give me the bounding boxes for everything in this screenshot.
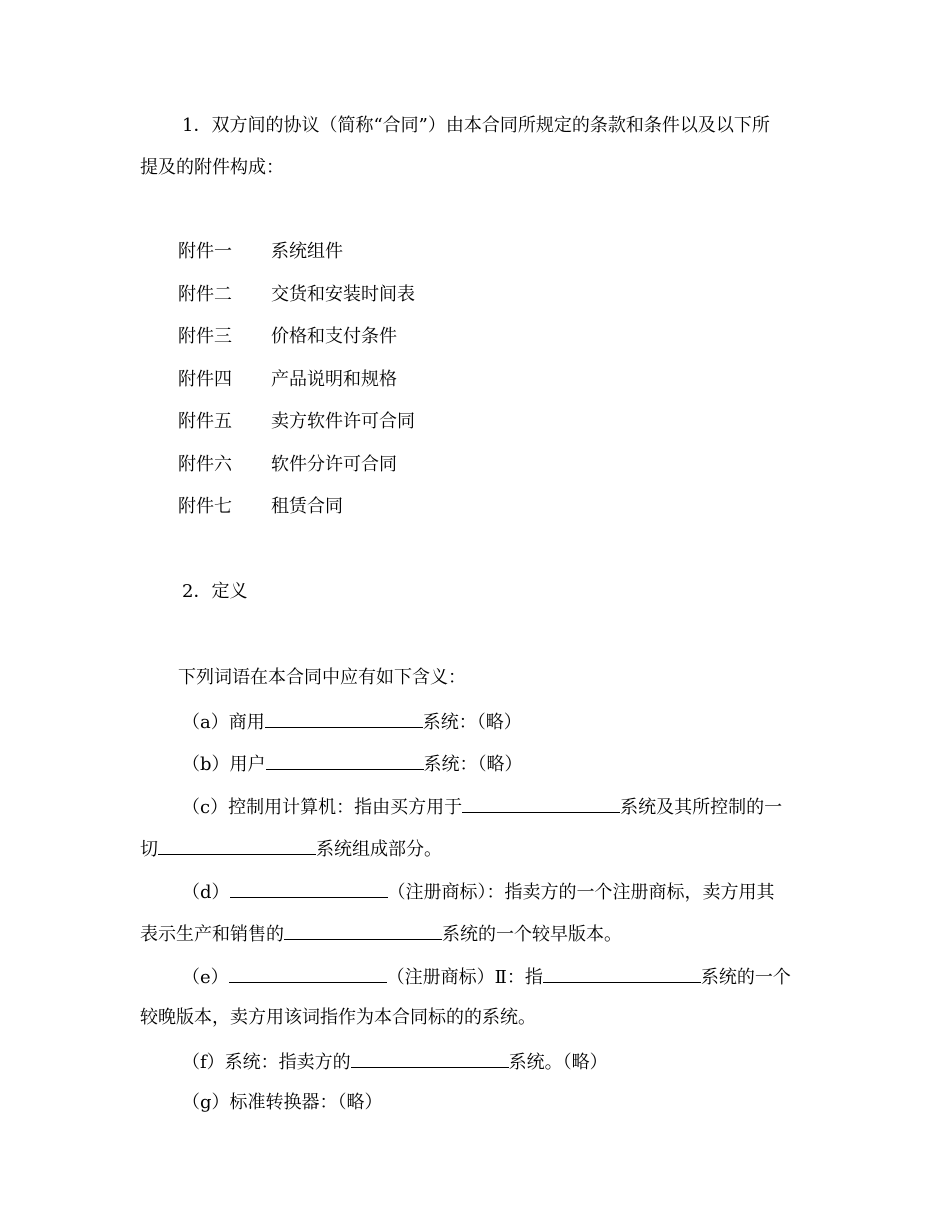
attachment-title: 卖方软件许可合同 [271, 411, 415, 432]
definition-e-prefix: （e） [182, 967, 229, 988]
definition-c-line2-prefix: 切 [140, 839, 158, 860]
attachment-title: 软件分许可合同 [271, 454, 397, 475]
definition-b [182, 750, 523, 777]
definition-b-prefix: （b）用户 [182, 754, 266, 775]
definition-c-line-1 [182, 793, 782, 820]
definition-d-line-1 [182, 878, 775, 905]
definition-d-line-2 [140, 920, 622, 947]
fill-in-blank [266, 750, 424, 770]
attachment-number: 附件一 [178, 241, 232, 262]
attachment-title: 价格和支付条件 [271, 326, 397, 347]
clause-1-line-1: 1．双方间的协议（简称“合同”）由本合同所规定的条款和条件以及以下所 [182, 115, 770, 136]
definition-d-suffix: （注册商标）：指卖方的一个注册商标，卖方用其 [387, 882, 775, 903]
clause-2-intro: 下列词语在本合同中应有如下含义： [178, 667, 466, 688]
fill-in-blank [230, 878, 388, 898]
definition-f-prefix: （f）系统：指卖方的 [182, 1052, 351, 1073]
definition-d-line2-suffix: 系统的一个较早版本。 [442, 924, 622, 945]
definition-f-suffix: 系统。（略） [508, 1052, 608, 1073]
attachment-number: 附件三 [178, 326, 232, 347]
definition-c-prefix: （c）控制用计算机：指由买方用于 [182, 797, 463, 818]
definition-e-line-2: 较晚版本，卖方用该词指作为本合同标的的系统。 [140, 1007, 536, 1028]
fill-in-blank [284, 920, 442, 940]
definition-d-prefix: （d） [182, 882, 230, 903]
definition-d-line2-prefix: 表示生产和销售的 [140, 924, 284, 945]
definition-a-prefix: （a）商用 [182, 712, 265, 733]
fill-in-blank [351, 1048, 509, 1068]
definition-e-middle: （注册商标）Ⅱ：指 [386, 967, 543, 988]
fill-in-blank [462, 793, 620, 813]
definition-a [182, 708, 522, 735]
attachment-number: 附件五 [178, 411, 232, 432]
definition-g: （g）标准转换器：（略） [182, 1092, 383, 1113]
definition-f [182, 1048, 608, 1075]
definition-e-line-1 [182, 963, 791, 990]
clause-2-heading: 2．定义 [182, 581, 248, 602]
definition-c-line-2 [140, 835, 442, 862]
attachment-title: 交货和安装时间表 [271, 284, 415, 305]
fill-in-blank [158, 835, 316, 855]
attachment-number: 附件二 [178, 284, 232, 305]
definition-e-suffix: 系统的一个 [700, 967, 791, 988]
fill-in-blank [265, 708, 423, 728]
attachment-title: 租赁合同 [271, 496, 343, 517]
attachment-number: 附件四 [178, 369, 232, 390]
fill-in-blank [229, 963, 387, 983]
attachment-number: 附件七 [178, 496, 232, 517]
fill-in-blank [543, 963, 701, 983]
attachment-title: 产品说明和规格 [271, 369, 397, 390]
definition-c-line2-suffix: 系统组成部分。 [316, 839, 442, 860]
attachment-number: 附件六 [178, 454, 232, 475]
definition-c-suffix: 系统及其所控制的一 [620, 797, 783, 818]
definition-a-suffix: 系统：（略） [422, 712, 522, 733]
attachment-title: 系统组件 [271, 241, 343, 262]
definition-b-suffix: 系统：（略） [423, 754, 523, 775]
clause-1-line-2: 提及的附件构成： [140, 157, 284, 178]
